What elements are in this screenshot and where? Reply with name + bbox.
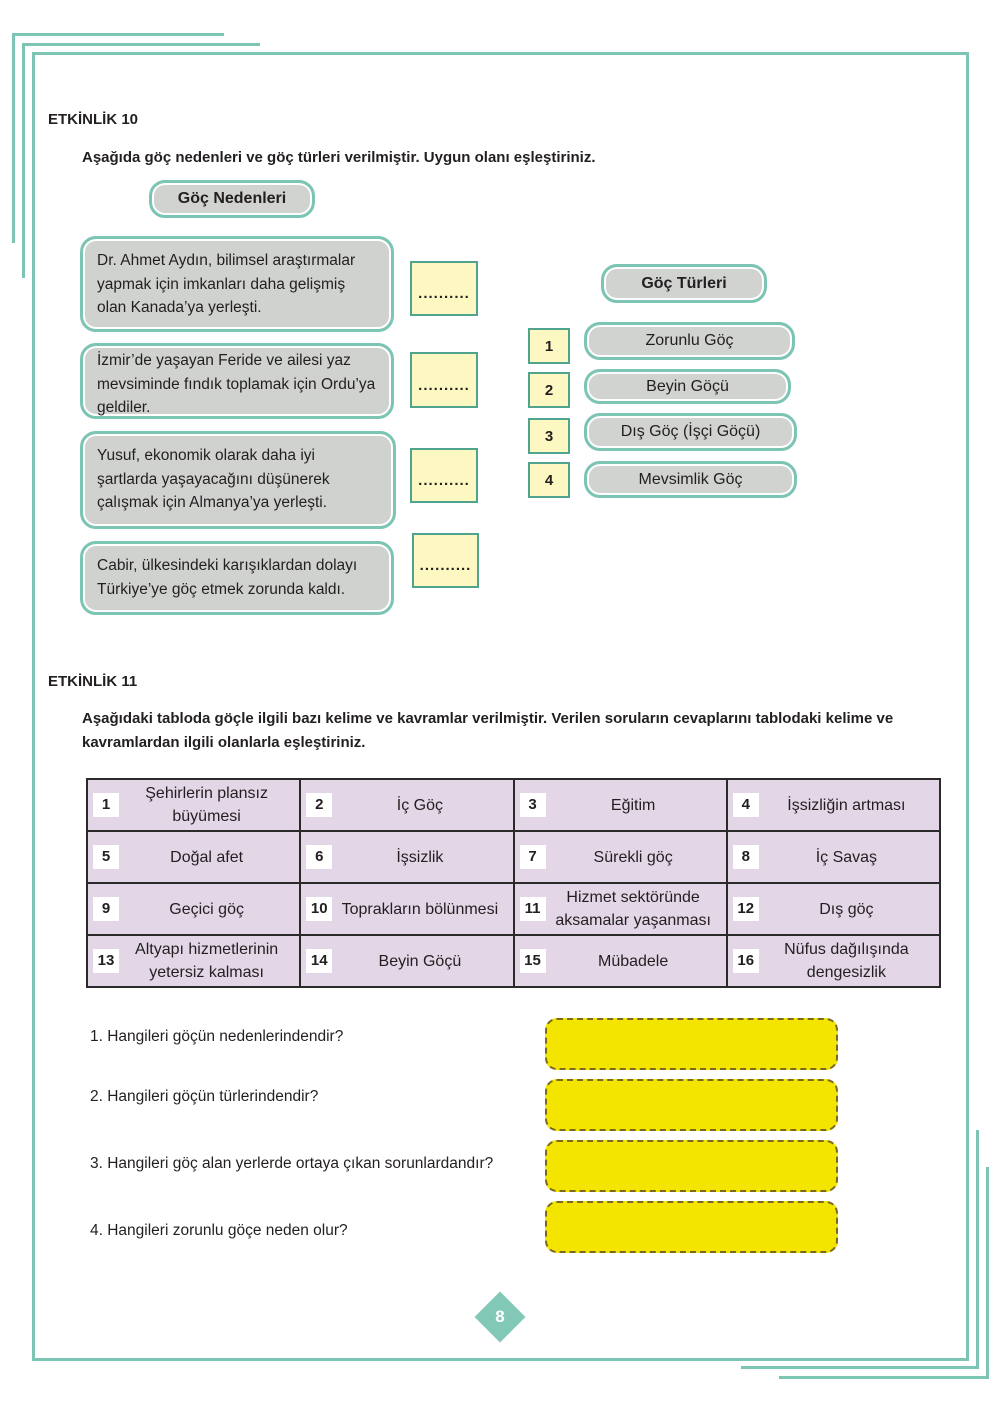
table-cell — [514, 883, 727, 935]
match-answer-box[interactable]: .......... — [410, 352, 478, 408]
cell-text: Hizmet sektöründe aksamalar yaşanması — [555, 889, 711, 929]
table-cell — [87, 883, 300, 935]
cause-card: Dr. Ahmet Aydın, bilimsel araştırmalar yapmak için imkanları daha gelişmiş olan Kanada’ya yerleşti. — [80, 236, 394, 332]
cell-text: Geçici göç — [169, 900, 244, 918]
type-number: 2 — [528, 372, 570, 408]
match-answer-box[interactable]: .......... — [412, 533, 479, 588]
cell-text: Toprakların bölünmesi — [341, 900, 499, 918]
concept-table — [86, 778, 941, 988]
cell-number: 8 — [733, 845, 759, 869]
table-row — [87, 935, 940, 987]
question-3: 3. Hangileri göç alan yerlerde ortaya çıkan sorunlardandır? — [90, 1155, 494, 1172]
cell-number: 13 — [93, 949, 119, 973]
question-4: 4. Hangileri zorunlu göçe neden olur? — [90, 1222, 348, 1239]
cell-number: 2 — [306, 793, 332, 817]
type-option-zorunlu: Zorunlu Göç — [584, 322, 795, 360]
answer-field-1[interactable] — [545, 1018, 838, 1070]
types-title: Göç Türleri — [601, 264, 767, 303]
table-cell — [300, 883, 513, 935]
cell-number: 12 — [733, 897, 759, 921]
match-answer-box[interactable]: .......... — [410, 261, 478, 316]
cause-card: Cabir, ülkesindeki karışıklardan dolayı Türkiye’ye göç etmek zorunda kaldı. — [80, 541, 394, 615]
table-cell — [87, 779, 300, 831]
cell-number: 7 — [520, 845, 546, 869]
type-number: 1 — [528, 328, 570, 364]
activity10-instruction: Aşağıda göç nedenleri ve göç türleri verilmiştir. Uygun olanı eşleştiriniz. — [82, 149, 596, 166]
cell-number: 4 — [733, 793, 759, 817]
cell-text: İç Savaş — [815, 848, 878, 866]
cell-text: İç Göç — [396, 796, 443, 814]
table-cell — [514, 779, 727, 831]
cell-text: Beyin Göçü — [378, 952, 462, 970]
table-cell — [514, 935, 727, 987]
cell-text: Nüfus dağılışında dengesizlik — [784, 941, 909, 981]
table-row — [87, 883, 940, 935]
table-cell — [727, 831, 940, 883]
cell-text: Altyapı hizmetlerinin yetersiz kalması — [135, 941, 279, 981]
cell-number: 11 — [520, 897, 546, 921]
table-row — [87, 831, 940, 883]
cell-number: 1 — [93, 793, 119, 817]
table-cell — [727, 883, 940, 935]
causes-title: Göç Nedenleri — [149, 180, 315, 218]
table-cell — [514, 831, 727, 883]
type-option-mevsimlik: Mevsimlik Göç — [584, 461, 797, 498]
table-cell — [727, 779, 940, 831]
cell-text: İşsizliğin artması — [787, 796, 906, 814]
cause-card: Yusuf, ekonomik olarak daha iyi şartlarda yaşayacağını düşünerek çalışmak için Almanya’ya yerleşti. — [80, 431, 396, 529]
type-option-dis: Dış Göç (İşçi Göçü) — [584, 413, 797, 451]
cell-number: 10 — [306, 897, 332, 921]
table-cell — [300, 779, 513, 831]
activity11-instruction: Aşağıdaki tabloda göçle ilgili bazı kelime ve kavramlar verilmiştir. Verilen soruların cevaplarını tablodaki kelime ve kavramlardan ilgili olanlarla eşleştiriniz. — [82, 710, 894, 751]
cell-number: 6 — [306, 845, 332, 869]
cell-number: 3 — [520, 793, 546, 817]
table-cell — [87, 935, 300, 987]
cell-text: Mübadele — [597, 952, 669, 970]
cell-text: Sürekli göç — [593, 848, 673, 866]
activity10-heading: ETKİNLİK 10 — [48, 111, 139, 128]
cell-text: İşsizlik — [396, 848, 444, 866]
cell-text: Eğitim — [610, 796, 656, 814]
answer-field-3[interactable] — [545, 1140, 838, 1192]
cell-number: 15 — [520, 949, 546, 973]
type-option-beyin: Beyin Göçü — [584, 369, 791, 404]
activity11-heading: ETKİNLİK 11 — [48, 673, 138, 690]
question-1: 1. Hangileri göçün nedenlerindendir? — [90, 1028, 344, 1045]
cell-number: 16 — [733, 949, 759, 973]
question-2: 2. Hangileri göçün türlerindendir? — [90, 1088, 319, 1105]
table-cell — [300, 831, 513, 883]
answer-field-4[interactable] — [545, 1201, 838, 1253]
cell-number: 9 — [93, 897, 119, 921]
table-cell — [300, 935, 513, 987]
match-answer-box[interactable]: .......... — [410, 448, 478, 503]
table-row — [87, 779, 940, 831]
cell-text: Şehirlerin plansız büyümesi — [145, 785, 268, 825]
table-cell — [727, 935, 940, 987]
type-number: 3 — [528, 418, 570, 454]
cell-number: 14 — [306, 949, 332, 973]
answer-field-2[interactable] — [545, 1079, 838, 1131]
table-cell — [87, 831, 300, 883]
cause-card: İzmir’de yaşayan Feride ve ailesi yaz mevsiminde fındık toplamak için Ordu’ya geldiler. — [80, 343, 394, 419]
type-number: 4 — [528, 462, 570, 498]
cell-number: 5 — [93, 845, 119, 869]
cell-text: Doğal afet — [170, 848, 244, 866]
cell-text: Dış göç — [819, 900, 874, 918]
page-number: 8 — [495, 1307, 505, 1326]
